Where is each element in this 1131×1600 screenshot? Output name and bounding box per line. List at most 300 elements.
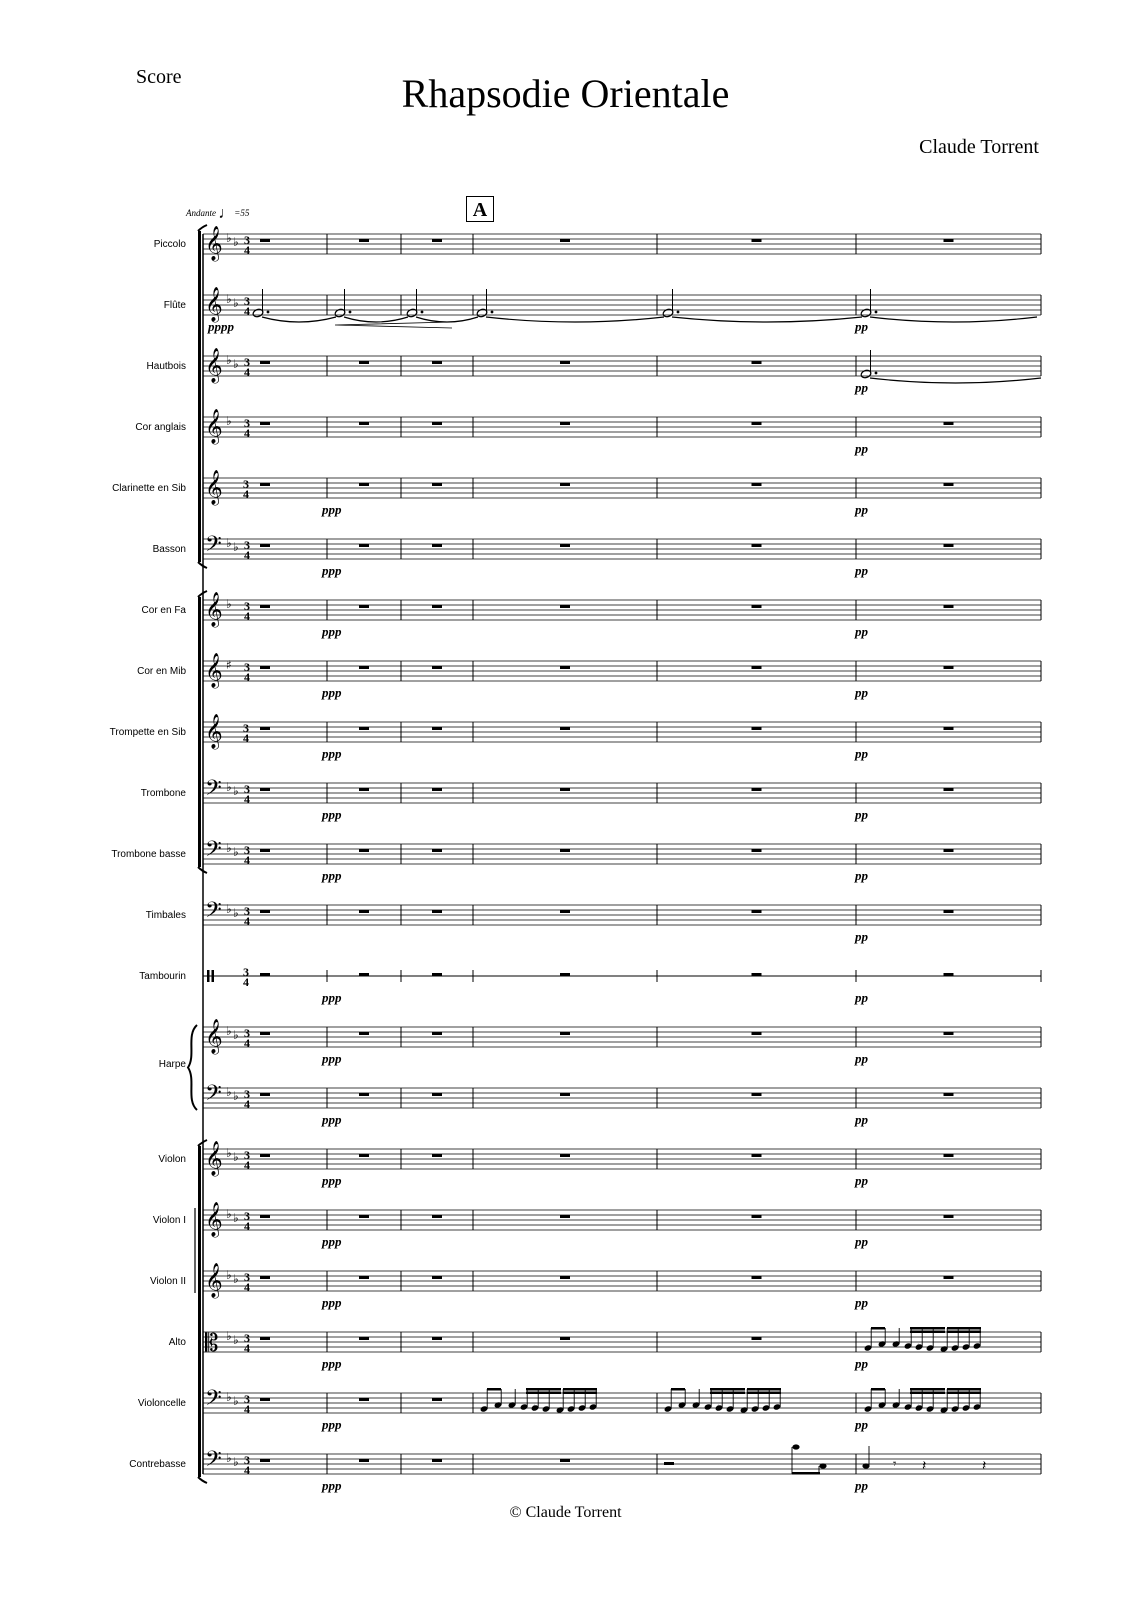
whole-rest-icon xyxy=(432,1398,442,1401)
instrument-name: Tambourin xyxy=(139,971,186,982)
time-signature-top: 3 xyxy=(244,1331,250,1345)
dynamic-marking: ppp xyxy=(322,1417,342,1432)
time-signature-bottom: 4 xyxy=(244,670,250,684)
bass-clef-icon: 𝄢 xyxy=(205,898,222,928)
whole-rest-icon xyxy=(432,605,442,608)
time-signature-top: 3 xyxy=(244,782,250,796)
whole-rest-icon xyxy=(752,544,762,547)
key-signature-icon: ♭ xyxy=(226,353,232,367)
whole-rest-icon xyxy=(260,1093,270,1096)
time-signature-bottom: 4 xyxy=(244,609,250,623)
whole-rest-icon xyxy=(359,1337,369,1340)
whole-rest-icon xyxy=(260,1337,270,1340)
instrument-name: Basson xyxy=(152,544,186,555)
whole-rest-icon xyxy=(944,666,954,669)
woodwind-bracket xyxy=(198,231,201,562)
whole-rest-icon xyxy=(359,788,369,791)
whole-rest-icon xyxy=(260,605,270,608)
whole-rest-icon xyxy=(260,1276,270,1279)
flute-tie xyxy=(672,317,862,322)
cello-figure-beam xyxy=(747,1392,781,1395)
tempo-value: =55 xyxy=(234,208,250,218)
time-signature-top: 3 xyxy=(244,355,250,369)
key-signature-icon: ♭ xyxy=(226,292,232,306)
whole-rest-icon xyxy=(944,910,954,913)
whole-rest-icon xyxy=(944,727,954,730)
time-signature-bottom: 4 xyxy=(244,1402,250,1416)
key-signature-icon: ♭ xyxy=(233,845,239,859)
time-signature-bottom: 4 xyxy=(244,1036,250,1050)
whole-rest-icon xyxy=(560,849,570,852)
key-signature-icon: ♭ xyxy=(226,536,232,550)
dynamic-marking: ppp xyxy=(322,1051,342,1066)
key-signature-icon: ♭ xyxy=(226,231,232,245)
time-signature-top: 3 xyxy=(243,965,249,979)
whole-rest-icon xyxy=(560,1093,570,1096)
dynamic-marking: pp xyxy=(855,624,868,639)
rehearsal-mark: A xyxy=(466,196,494,222)
treble-clef-icon: 𝄞 xyxy=(205,226,223,261)
alto-clef-icon: 𝄡 xyxy=(205,1329,219,1357)
whole-rest-icon xyxy=(944,849,954,852)
bass-clef-icon: 𝄢 xyxy=(205,776,222,806)
quarter-note-icon: ♩ xyxy=(218,205,235,222)
brass-bracket xyxy=(198,597,201,867)
whole-rest-icon xyxy=(752,788,762,791)
key-signature-icon: ♭ xyxy=(226,1451,232,1465)
whole-rest-icon xyxy=(944,1276,954,1279)
whole-rest-icon xyxy=(432,1154,442,1157)
flute-tie xyxy=(486,317,664,322)
key-signature-icon: ♭ xyxy=(233,1333,239,1347)
dynamic-marking: ppp xyxy=(322,746,342,761)
key-signature-icon: ♭ xyxy=(226,1390,232,1404)
key-signature-icon: ♭ xyxy=(226,841,232,855)
whole-rest-icon xyxy=(359,1398,369,1401)
whole-rest-icon xyxy=(432,788,442,791)
whole-rest-icon xyxy=(260,788,270,791)
whole-rest-icon xyxy=(560,361,570,364)
time-signature-bottom: 4 xyxy=(244,365,250,379)
whole-rest-icon xyxy=(359,849,369,852)
time-signature-top: 3 xyxy=(244,233,250,247)
time-signature-top: 3 xyxy=(244,599,250,613)
whole-rest-icon xyxy=(560,422,570,425)
whole-rest-icon xyxy=(752,1276,762,1279)
whole-rest-icon xyxy=(359,1215,369,1218)
instrument-name: Timbales xyxy=(145,910,186,921)
whole-rest-icon xyxy=(752,422,762,425)
key-signature-icon: ♭ xyxy=(233,296,239,310)
key-signature-icon: ♭ xyxy=(226,1329,232,1343)
alto-figure-sharp-icon: ♯ xyxy=(916,1343,921,1353)
key-signature-icon: ♭ xyxy=(226,1146,232,1160)
cello-figure-beam xyxy=(947,1392,981,1395)
cello-figure-beam xyxy=(710,1392,745,1395)
whole-rest-icon xyxy=(560,1032,570,1035)
whole-rest-icon xyxy=(752,605,762,608)
whole-rest-icon xyxy=(752,1337,762,1340)
whole-rest-icon xyxy=(359,727,369,730)
bass-clef-icon: 𝄢 xyxy=(205,1386,222,1416)
strings-bracket-bottom xyxy=(198,1477,207,1483)
whole-rest-icon xyxy=(560,973,570,976)
whole-rest-icon xyxy=(260,1459,270,1462)
whole-rest-icon xyxy=(560,910,570,913)
whole-rest-icon xyxy=(260,849,270,852)
cello-figure-beam xyxy=(871,1388,885,1391)
whole-rest-icon xyxy=(432,727,442,730)
time-signature-top: 3 xyxy=(244,1453,250,1467)
whole-rest-icon xyxy=(432,910,442,913)
time-signature-top: 3 xyxy=(243,477,249,491)
cello-figure-sharp-icon: ♯ xyxy=(716,1404,721,1414)
whole-rest-icon xyxy=(432,849,442,852)
key-signature-icon: ♭ xyxy=(233,1089,239,1103)
whole-rest-icon xyxy=(560,1154,570,1157)
page-title: Rhapsodie Orientale xyxy=(401,71,730,116)
dynamic-marking: pp xyxy=(855,502,868,517)
alto-figure-beam xyxy=(910,1327,945,1330)
whole-rest-icon xyxy=(560,239,570,242)
whole-rest-icon xyxy=(359,605,369,608)
whole-rest-icon xyxy=(260,361,270,364)
whole-rest-icon xyxy=(359,361,369,364)
key-signature-icon: ♭ xyxy=(233,1455,239,1469)
time-signature-top: 3 xyxy=(244,1392,250,1406)
whole-rest-icon xyxy=(752,1093,762,1096)
time-signature-top: 3 xyxy=(244,1087,250,1101)
key-signature-icon: ♭ xyxy=(226,1268,232,1282)
dynamic-marking: pp xyxy=(855,1112,868,1127)
cello-figure-beam xyxy=(947,1388,981,1391)
instrument-name: Cor en Mib xyxy=(137,666,186,677)
cello-figure-beam xyxy=(747,1388,781,1391)
contrebasse-beam xyxy=(792,1472,820,1475)
instrument-name: Violon I xyxy=(152,1215,186,1226)
treble-clef-icon: 𝄞 xyxy=(205,1263,223,1298)
treble-clef-icon: 𝄞 xyxy=(205,653,223,688)
whole-rest-icon xyxy=(560,1276,570,1279)
time-signature-bottom: 4 xyxy=(244,914,250,928)
dynamic-marking: ppp xyxy=(322,1478,342,1493)
whole-rest-icon xyxy=(752,483,762,486)
time-signature-top: 3 xyxy=(244,904,250,918)
whole-rest-icon xyxy=(560,1337,570,1340)
whole-rest-icon xyxy=(944,1093,954,1096)
whole-rest-icon xyxy=(260,666,270,669)
cello-figure-beam xyxy=(487,1388,501,1391)
eighth-rest-icon: 𝄾 xyxy=(893,1457,897,1472)
dynamic-marking: ppp xyxy=(322,502,342,517)
dynamic-marking: pp xyxy=(855,1478,868,1493)
whole-rest-icon xyxy=(944,605,954,608)
time-signature-top: 3 xyxy=(244,1148,250,1162)
time-signature-top: 3 xyxy=(244,1270,250,1284)
key-signature-icon: ♭ xyxy=(233,784,239,798)
key-signature-icon: ♭ xyxy=(233,357,239,371)
dynamic-marking: pp xyxy=(855,1173,868,1188)
time-signature-top: 3 xyxy=(244,843,250,857)
instrument-name: Piccolo xyxy=(153,239,186,250)
dynamic-marking: pp xyxy=(855,563,868,578)
whole-rest-icon xyxy=(432,1093,442,1096)
instrument-name: Clarinette en Sib xyxy=(112,483,186,494)
dynamic-marking: ppp xyxy=(322,990,342,1005)
whole-rest-icon xyxy=(432,1459,442,1462)
whole-rest-icon xyxy=(560,483,570,486)
whole-rest-icon xyxy=(752,1215,762,1218)
dynamic-marking: pp xyxy=(855,380,868,395)
alto-figure-beam xyxy=(871,1327,885,1330)
whole-rest-icon xyxy=(944,973,954,976)
treble-clef-icon: 𝄞 xyxy=(205,348,223,383)
whole-rest-icon xyxy=(752,239,762,242)
whole-rest-icon xyxy=(560,727,570,730)
whole-rest-icon xyxy=(359,1276,369,1279)
percussion-clef-icon xyxy=(207,970,210,982)
whole-rest-icon xyxy=(260,544,270,547)
whole-rest-icon xyxy=(752,973,762,976)
cello-figure-beam xyxy=(910,1388,945,1391)
flute-note-dot xyxy=(349,311,352,314)
whole-rest-icon xyxy=(560,1459,570,1462)
whole-rest-icon xyxy=(944,544,954,547)
crescendo-hairpin xyxy=(335,322,452,328)
whole-rest-icon xyxy=(944,1215,954,1218)
time-signature-bottom: 4 xyxy=(244,1158,250,1172)
time-signature-bottom: 4 xyxy=(243,731,249,745)
key-signature-icon: ♭ xyxy=(226,597,232,611)
flute-tie xyxy=(262,317,336,322)
half-rest-icon xyxy=(664,1462,674,1465)
contrebasse-note xyxy=(819,1463,826,1468)
dynamic-marking: ppp xyxy=(322,1234,342,1249)
cello-figure-beam xyxy=(526,1392,561,1395)
dynamic-marking: pp xyxy=(855,1295,868,1310)
whole-rest-icon xyxy=(432,239,442,242)
key-signature-icon: ♭ xyxy=(233,235,239,249)
whole-rest-icon xyxy=(260,910,270,913)
whole-rest-icon xyxy=(944,1154,954,1157)
dynamic-marking: ppp xyxy=(322,868,342,883)
whole-rest-icon xyxy=(752,849,762,852)
key-signature-icon: ♭ xyxy=(226,1207,232,1221)
whole-rest-icon xyxy=(944,1032,954,1035)
whole-rest-icon xyxy=(944,788,954,791)
whole-rest-icon xyxy=(359,544,369,547)
key-signature-icon: ♭ xyxy=(233,1211,239,1225)
instrument-name: Trompette en Sib xyxy=(109,727,186,738)
instrument-name: Hautbois xyxy=(146,361,186,372)
alto-figure-beam xyxy=(947,1327,981,1330)
instrument-name: Violon xyxy=(158,1154,186,1165)
time-signature-bottom: 4 xyxy=(244,1280,250,1294)
cello-figure-beam xyxy=(910,1392,945,1395)
key-signature-icon: ♭ xyxy=(233,1394,239,1408)
time-signature-bottom: 4 xyxy=(244,1097,250,1111)
whole-rest-icon xyxy=(752,910,762,913)
whole-rest-icon xyxy=(944,483,954,486)
flute-tie xyxy=(344,317,408,322)
time-signature-bottom: 4 xyxy=(244,548,250,562)
treble-clef-icon: 𝄞 xyxy=(205,1019,223,1054)
whole-rest-icon xyxy=(432,544,442,547)
time-signature-bottom: 4 xyxy=(244,1463,250,1477)
dynamic-marking: ppp xyxy=(322,1295,342,1310)
harp-brace xyxy=(188,1025,197,1110)
dynamic-marking: ppp xyxy=(322,1356,342,1371)
whole-rest-icon xyxy=(752,361,762,364)
time-signature-top: 3 xyxy=(243,721,249,735)
alto-figure-beam xyxy=(910,1331,945,1334)
treble-clef-icon: 𝄞 xyxy=(205,1202,223,1237)
flute-note-dot xyxy=(875,311,878,314)
cello-figure-beam xyxy=(671,1388,685,1391)
dynamic-marking: pp xyxy=(855,807,868,822)
whole-rest-icon xyxy=(560,788,570,791)
dynamic-marking: ppp xyxy=(322,624,342,639)
dynamic-marking: pp xyxy=(855,319,868,334)
instrument-name: Flûte xyxy=(163,300,186,311)
flute-note-dot xyxy=(491,311,494,314)
dynamic-marking: pppp xyxy=(208,319,234,334)
flute-note-dot xyxy=(267,311,270,314)
whole-rest-icon xyxy=(432,1215,442,1218)
whole-rest-icon xyxy=(260,727,270,730)
instrument-name: Cor anglais xyxy=(135,422,186,433)
flute-tie xyxy=(416,317,478,322)
dynamic-marking: pp xyxy=(855,441,868,456)
whole-rest-icon xyxy=(560,666,570,669)
cello-figure-sharp-icon: ♯ xyxy=(916,1404,921,1414)
instrument-name: Trombone xyxy=(140,788,186,799)
whole-rest-icon xyxy=(432,1337,442,1340)
time-signature-bottom: 4 xyxy=(244,1341,250,1355)
key-signature-icon: ♭ xyxy=(226,1085,232,1099)
whole-rest-icon xyxy=(359,239,369,242)
bass-clef-icon: 𝄢 xyxy=(205,532,222,562)
key-signature-icon: ♭ xyxy=(226,902,232,916)
time-signature-top: 3 xyxy=(244,294,250,308)
key-signature-icon: ♭ xyxy=(226,780,232,794)
dynamic-marking: pp xyxy=(855,990,868,1005)
dynamic-marking: pp xyxy=(855,868,868,883)
contrebasse-note xyxy=(862,1463,869,1468)
flute-note-dot xyxy=(421,311,424,314)
instrument-name: Violoncelle xyxy=(137,1398,186,1409)
whole-rest-icon xyxy=(260,1215,270,1218)
dynamic-marking: ppp xyxy=(322,563,342,578)
dynamic-marking: pp xyxy=(855,1051,868,1066)
whole-rest-icon xyxy=(752,727,762,730)
whole-rest-icon xyxy=(560,544,570,547)
whole-rest-icon xyxy=(260,1398,270,1401)
time-signature-bottom: 4 xyxy=(243,487,249,501)
time-signature-bottom: 4 xyxy=(244,792,250,806)
score-label: Score xyxy=(136,66,182,88)
treble-clef-icon: 𝄞 xyxy=(205,714,223,749)
instrument-name: Alto xyxy=(168,1337,186,1348)
whole-rest-icon xyxy=(260,1032,270,1035)
time-signature-bottom: 4 xyxy=(244,243,250,257)
whole-rest-icon xyxy=(432,666,442,669)
dynamic-marking: pp xyxy=(855,1234,868,1249)
cello-figure-beam xyxy=(563,1388,597,1391)
key-signature-icon: ♭ xyxy=(233,906,239,920)
cello-figure-sharp-icon: ♯ xyxy=(532,1404,537,1414)
dynamic-marking: pp xyxy=(855,685,868,700)
dynamic-marking: ppp xyxy=(322,685,342,700)
cello-figure-beam xyxy=(710,1388,745,1391)
cello-figure-beam xyxy=(563,1392,597,1395)
whole-rest-icon xyxy=(359,973,369,976)
key-signature-icon: ♭ xyxy=(233,1272,239,1286)
whole-rest-icon xyxy=(432,361,442,364)
dynamic-marking: pp xyxy=(855,929,868,944)
flute-tie xyxy=(870,317,1037,322)
whole-rest-icon xyxy=(752,1154,762,1157)
whole-rest-icon xyxy=(944,239,954,242)
treble-clef-icon: 𝄞 xyxy=(205,287,223,322)
dynamic-marking: ppp xyxy=(322,1173,342,1188)
whole-rest-icon xyxy=(432,973,442,976)
time-signature-bottom: 4 xyxy=(244,1219,250,1233)
whole-rest-icon xyxy=(260,1154,270,1157)
key-signature-icon: ♭ xyxy=(226,1024,232,1038)
dynamic-marking: pp xyxy=(855,1356,868,1371)
whole-rest-icon xyxy=(432,483,442,486)
key-signature-icon: ♭ xyxy=(226,414,232,428)
dynamic-marking: ppp xyxy=(322,807,342,822)
time-signature-top: 3 xyxy=(244,1026,250,1040)
key-signature-icon: ♭ xyxy=(233,540,239,554)
instrument-name: Cor en Fa xyxy=(141,605,186,616)
cello-figure-beam xyxy=(526,1388,561,1391)
whole-rest-icon xyxy=(944,422,954,425)
whole-rest-icon xyxy=(260,483,270,486)
treble-clef-icon: 𝄞 xyxy=(205,1141,223,1176)
whole-rest-icon xyxy=(260,973,270,976)
treble-clef-icon: 𝄞 xyxy=(205,409,223,444)
bass-clef-icon: 𝄢 xyxy=(205,837,222,867)
treble-clef-icon: 𝄞 xyxy=(205,470,223,505)
oboe-note-dot xyxy=(875,372,878,375)
percussion-clef-icon xyxy=(212,970,215,982)
time-signature-bottom: 4 xyxy=(244,304,250,318)
whole-rest-icon xyxy=(359,1154,369,1157)
copyright-notice: © Claude Torrent xyxy=(509,1504,622,1521)
bass-clef-icon: 𝄢 xyxy=(205,1447,222,1477)
whole-rest-icon xyxy=(359,666,369,669)
time-signature-top: 3 xyxy=(244,660,250,674)
instrument-name: Harpe xyxy=(158,1059,186,1070)
time-signature-bottom: 4 xyxy=(244,853,250,867)
whole-rest-icon xyxy=(752,1032,762,1035)
quarter-rest-icon: 𝄽 xyxy=(982,1458,987,1474)
tempo-text: Andante xyxy=(186,208,216,218)
key-signature-icon: ♭ xyxy=(233,1150,239,1164)
time-signature-bottom: 4 xyxy=(244,426,250,440)
dynamic-marking: pp xyxy=(855,1417,868,1432)
whole-rest-icon xyxy=(260,422,270,425)
whole-rest-icon xyxy=(560,1215,570,1218)
dynamic-marking: pp xyxy=(855,746,868,761)
key-signature-icon: ♯ xyxy=(226,658,232,672)
alto-figure-beam xyxy=(947,1331,981,1334)
whole-rest-icon xyxy=(432,1032,442,1035)
whole-rest-icon xyxy=(359,1093,369,1096)
